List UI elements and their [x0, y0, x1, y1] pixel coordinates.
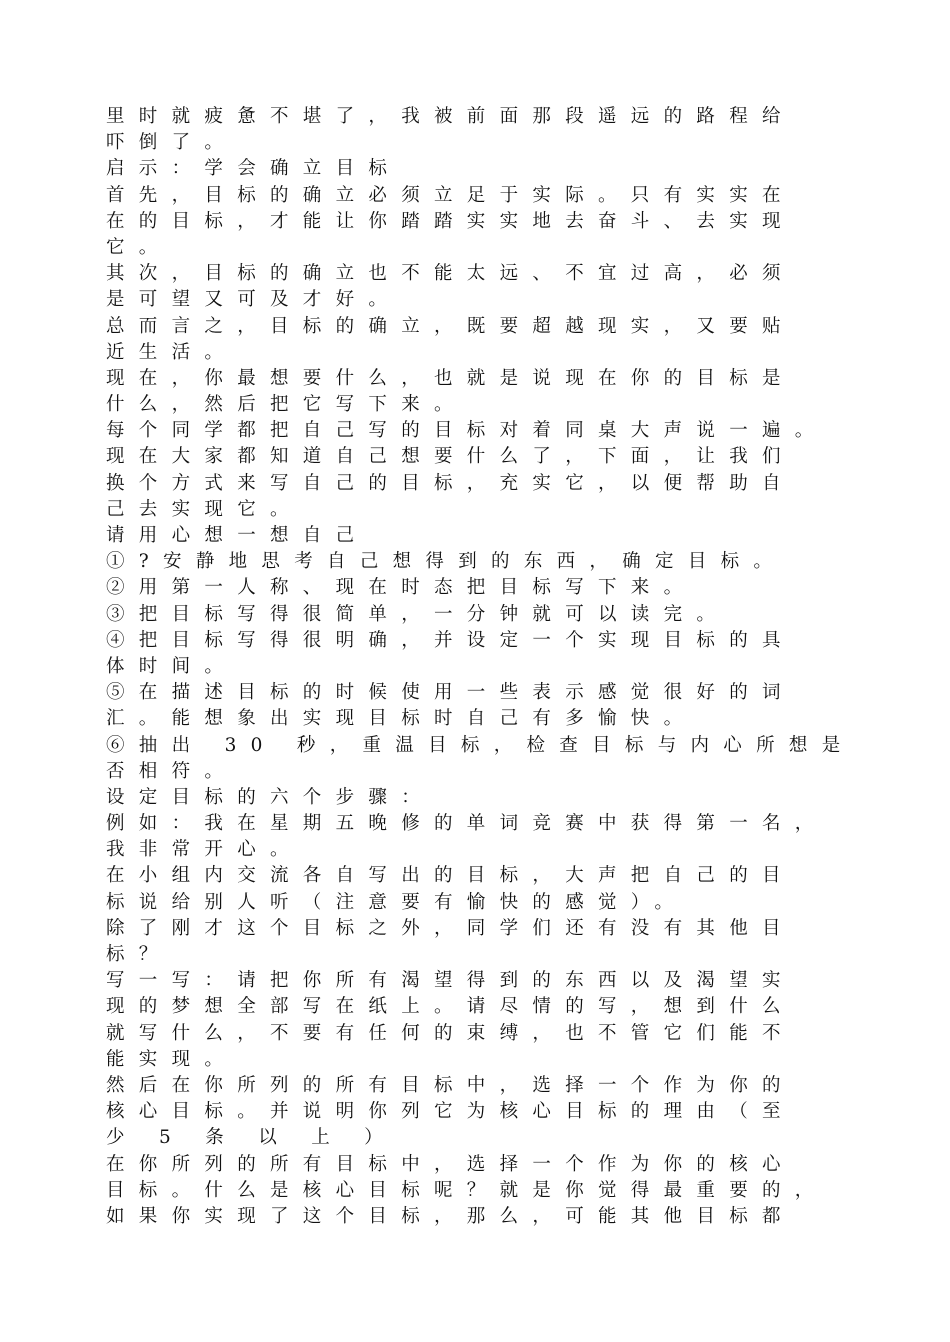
text-line: 吓倒了。	[106, 132, 238, 154]
text-line: 己去实现它。	[106, 498, 303, 520]
text-line: 设定目标的六个步骤：	[106, 786, 435, 808]
text-line: ⑥抽出 30 秒，重温目标，检查目标与内心所想是	[106, 734, 855, 756]
text-line: 如果你实现了这个目标，那么，可能其他目标都	[106, 1205, 795, 1227]
text-line: 其次，目标的确立也不能太远、不宜过高，必须	[106, 263, 795, 285]
text-line: 在小组内交流各自写出的目标，大声把自己的目	[106, 865, 795, 887]
text-line: 现的梦想全部写在纸上。请尽情的写，想到什么	[106, 996, 795, 1018]
text-line: 是可望又可及才好。	[106, 289, 402, 311]
text-line: 汇。能想象出实现目标时自己有多愉快。	[106, 708, 697, 730]
text-line: 就写什么，不要有任何的束缚，也不管它们能不	[106, 1022, 795, 1044]
text-line: ③把目标写得很简单，一分钟就可以读完。	[106, 603, 730, 625]
text-line: 体时间。	[106, 655, 238, 677]
text-line: 现在大家都知道自己想要什么了，下面，让我们	[106, 446, 795, 468]
text-line: 标说给别人听（注意要有愉快的感觉）。	[106, 891, 688, 913]
text-line: 例如：我在星期五晚修的单词竞赛中获得第一名，	[106, 813, 828, 835]
text-line: ④把目标写得很明确，并设定一个实现目标的具	[106, 629, 795, 651]
text-line: 在你所列的所有目标中，选择一个作为你的核心	[106, 1153, 795, 1175]
text-line: 换个方式来写自己的目标，充实它，以便帮助自	[106, 472, 795, 494]
text-line: 现在，你最想要什么，也就是说现在你的目标是	[106, 367, 795, 389]
text-line: 近生活。	[106, 341, 238, 363]
text-line: 里时就疲惫不堪了，我被前面那段遥远的路程给	[106, 106, 795, 127]
text-line: 然后在你所列的所有目标中，选择一个作为你的	[106, 1074, 795, 1096]
text-line: 每个同学都把自己写的目标对着同桌大声说一遍。	[106, 420, 828, 442]
text-line: 总而言之，目标的确立，既要超越现实，又要贴	[106, 315, 795, 337]
text-line: 核心目标。并说明你列它为核心目标的理由（至	[106, 1101, 795, 1123]
text-line: ①?安静地思考自己想得到的东西，确定目标。	[106, 551, 787, 573]
text-line: ⑤在描述目标的时候使用一些表示感觉很好的词	[106, 682, 795, 704]
text-line: 标？	[106, 944, 172, 965]
text-line: 启示：学会确立目标	[106, 158, 402, 180]
text-line: 否相符。	[106, 760, 238, 782]
text-line: 能实现。	[106, 1048, 238, 1070]
text-line: 写一写：请把你所有渴望得到的东西以及渴望实	[106, 970, 795, 992]
text-line: 它。	[106, 236, 172, 258]
text-line: 在的目标，才能让你踏踏实实地去奋斗、去实现	[106, 210, 795, 232]
text-line: 我非常开心。	[106, 839, 303, 861]
body-text	[106, 104, 866, 1230]
text-line: 什么，然后把它写下来。	[106, 394, 467, 416]
text-line: ②用第一人称、现在时态把目标写下来。	[106, 577, 697, 599]
text-line: 少 5 条 以 上 ）	[106, 1127, 397, 1149]
text-line: 目标。什么是核心目标呢？就是你觉得最重要的，	[106, 1179, 828, 1201]
text-line: 请用心想一想自己	[106, 525, 369, 546]
text-line: 除了刚才这个目标之外，同学们还有没有其他目	[106, 917, 795, 939]
text-line: 首先，目标的确立必须立足于实际。只有实实在	[106, 184, 795, 206]
